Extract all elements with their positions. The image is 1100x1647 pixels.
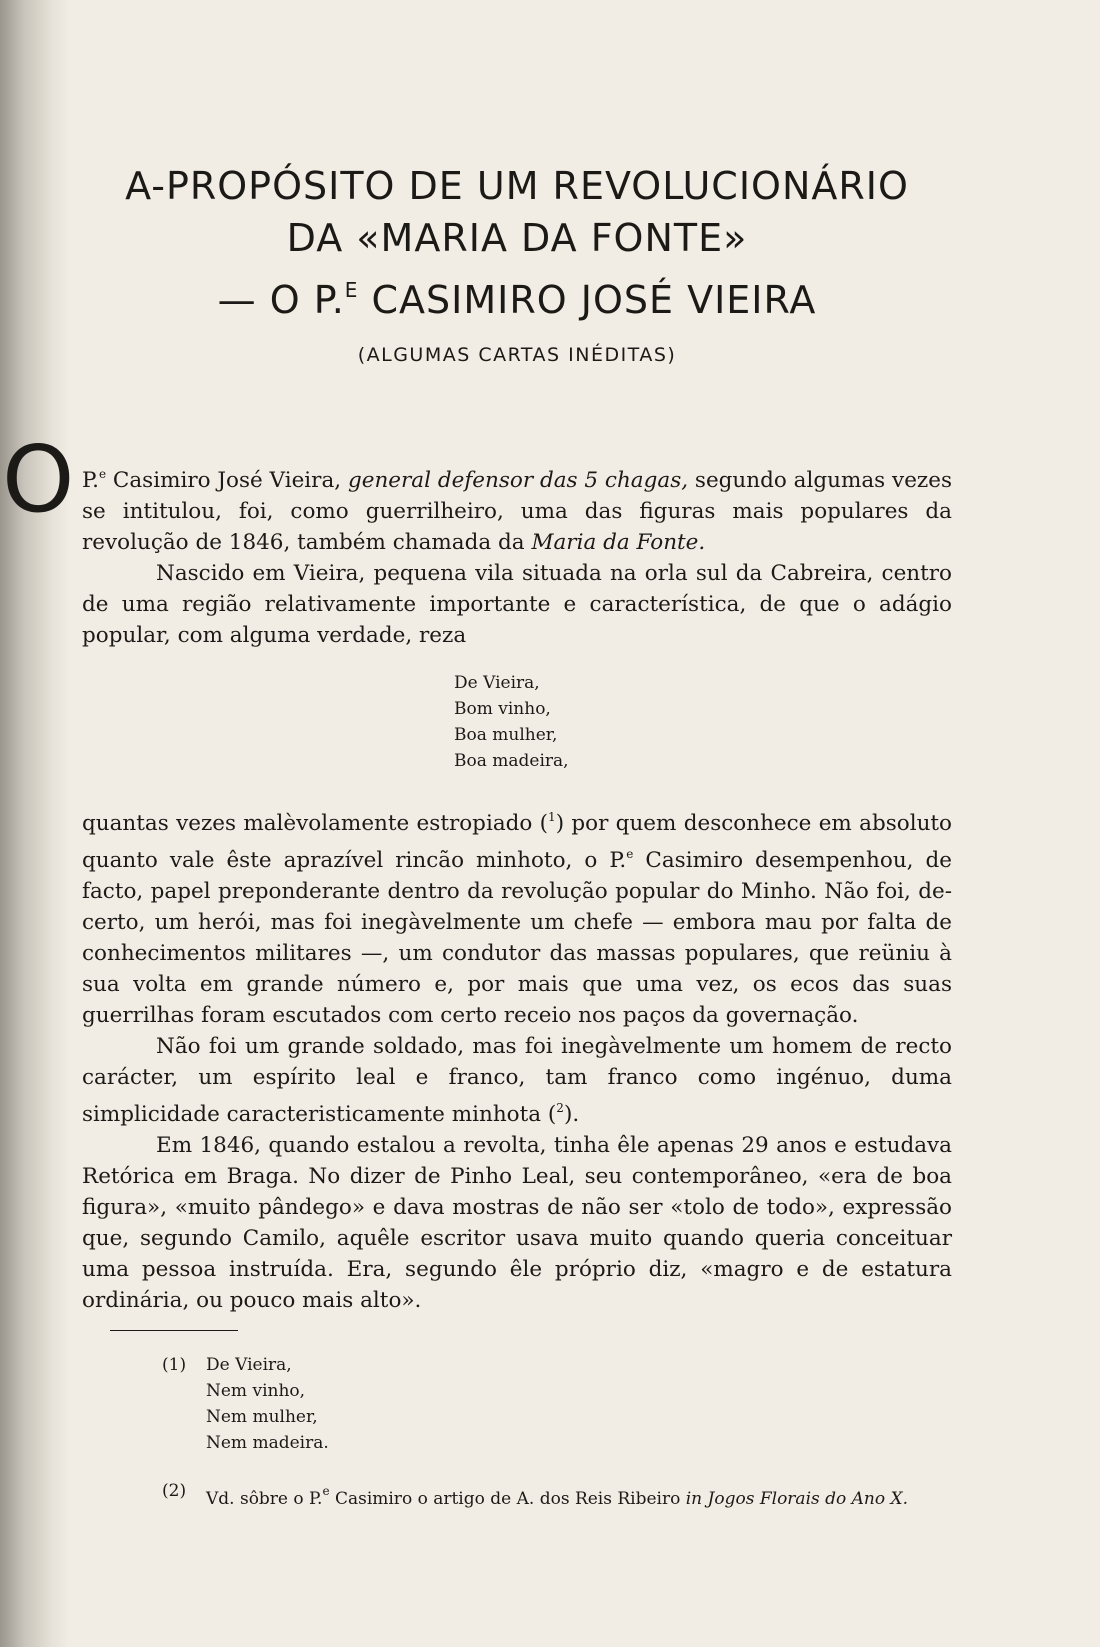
article-title xyxy=(82,160,952,326)
footnote-1 xyxy=(162,1352,562,1462)
book-spine-shadow xyxy=(0,0,70,1647)
drop-cap: O xyxy=(2,426,75,533)
footnote-verse-line: Nem madeira. xyxy=(206,1433,329,1453)
title-line-3: — O P.$^E$ CASIMIRO JOSÉ VIEIRA xyxy=(217,278,817,322)
body-text xyxy=(82,802,952,1316)
paragraph-4: Não foi um grande soldado, mas foi inegàvelmente um homem de recto carácter, um espírito leal e franco, tam franco como ingénuo, duma simplicidade caracteristicamente minhota ($^2$). xyxy=(82,1034,952,1127)
footnote-1-mark: (1) xyxy=(162,1355,187,1375)
verse-line: Boa mulher, xyxy=(454,725,558,745)
paragraph-3: quantas vezes malèvolamente estropiado ($^1$) por quem desconhece em absoluto quanto vale êste aprazível rincão minhoto, o P.$^e$ Casimiro desempenhou, de facto, papel preponderante dentro da revolução popular do Minho. Não foi, de-certo, um herói, mas foi inegàvelmente um chefe — embora mau por falta de conhecimentos militares —, um condutor das massas populares, que reüniu à sua volta em grande número e, por mais que uma vez, os ecos das suas guerrilhas foram escutados com certo receio nos paços da governação. xyxy=(82,810,952,1028)
footnote-ref-2[interactable]: 2 xyxy=(556,1101,564,1115)
paragraph-2: Nascido em Vieira, pequena vila situada na orla sul da Cabreira, centro de uma região relativamente importante e característica, de que o adágio popular, com alguma verdade, reza xyxy=(82,561,952,648)
footnote-2-mark: (2) xyxy=(162,1481,187,1501)
verse-line: Boa madeira, xyxy=(454,751,569,771)
paragraph-1: P.$^e$ Casimiro José Vieira, general defensor das 5 chagas, segundo algumas vezes se intitulou, foi, como guerrilheiro, uma das figuras mais populares da revolução de 1846, também chamada da Maria da Fonte. xyxy=(82,467,953,555)
footnote-2 xyxy=(162,1478,982,1508)
footnote-verse-line: De Vieira, xyxy=(206,1355,292,1375)
article-subtitle: (ALGUMAS CARTAS INÉDITAS) xyxy=(357,344,677,366)
adage-verse xyxy=(454,670,569,774)
footnote-divider xyxy=(110,1330,238,1331)
verse-line: Bom vinho, xyxy=(454,699,551,719)
footnote-ref-1[interactable]: 1 xyxy=(548,810,556,824)
verse-line: De Vieira, xyxy=(454,673,540,693)
footnote-2-text: Vd. sôbre o P.$^e$ Casimiro o artigo de A. dos Reis Ribeiro in Jogos Florais do Ano X. xyxy=(206,1484,909,1509)
footnote-1-verse xyxy=(206,1352,329,1456)
paragraph-5: Em 1846, quando estalou a revolta, tinha êle apenas 29 anos e estudava Retórica em Braga. No dizer de Pinho Leal, seu contemporâneo, «era de boa figura», «muito pândego» e dava mostras de não ser «tolo de todo», expressão que, segundo Camilo, aquêle escritor usava muito quando queria conceituar uma pessoa instruída. Era, segundo êle próprio diz, «magro e de estatura ordinária, ou pouco mais alto». xyxy=(82,1133,952,1313)
title-line-2: DA «MARIA DA FONTE» xyxy=(286,216,748,260)
title-line-1: A-PROPÓSITO DE UM REVOLUCIONÁRIO xyxy=(125,164,909,208)
intro-text xyxy=(82,459,952,651)
book-page xyxy=(2,0,953,1647)
footnote-verse-line: Nem vinho, xyxy=(206,1381,306,1401)
footnote-verse-line: Nem mulher, xyxy=(206,1407,318,1427)
